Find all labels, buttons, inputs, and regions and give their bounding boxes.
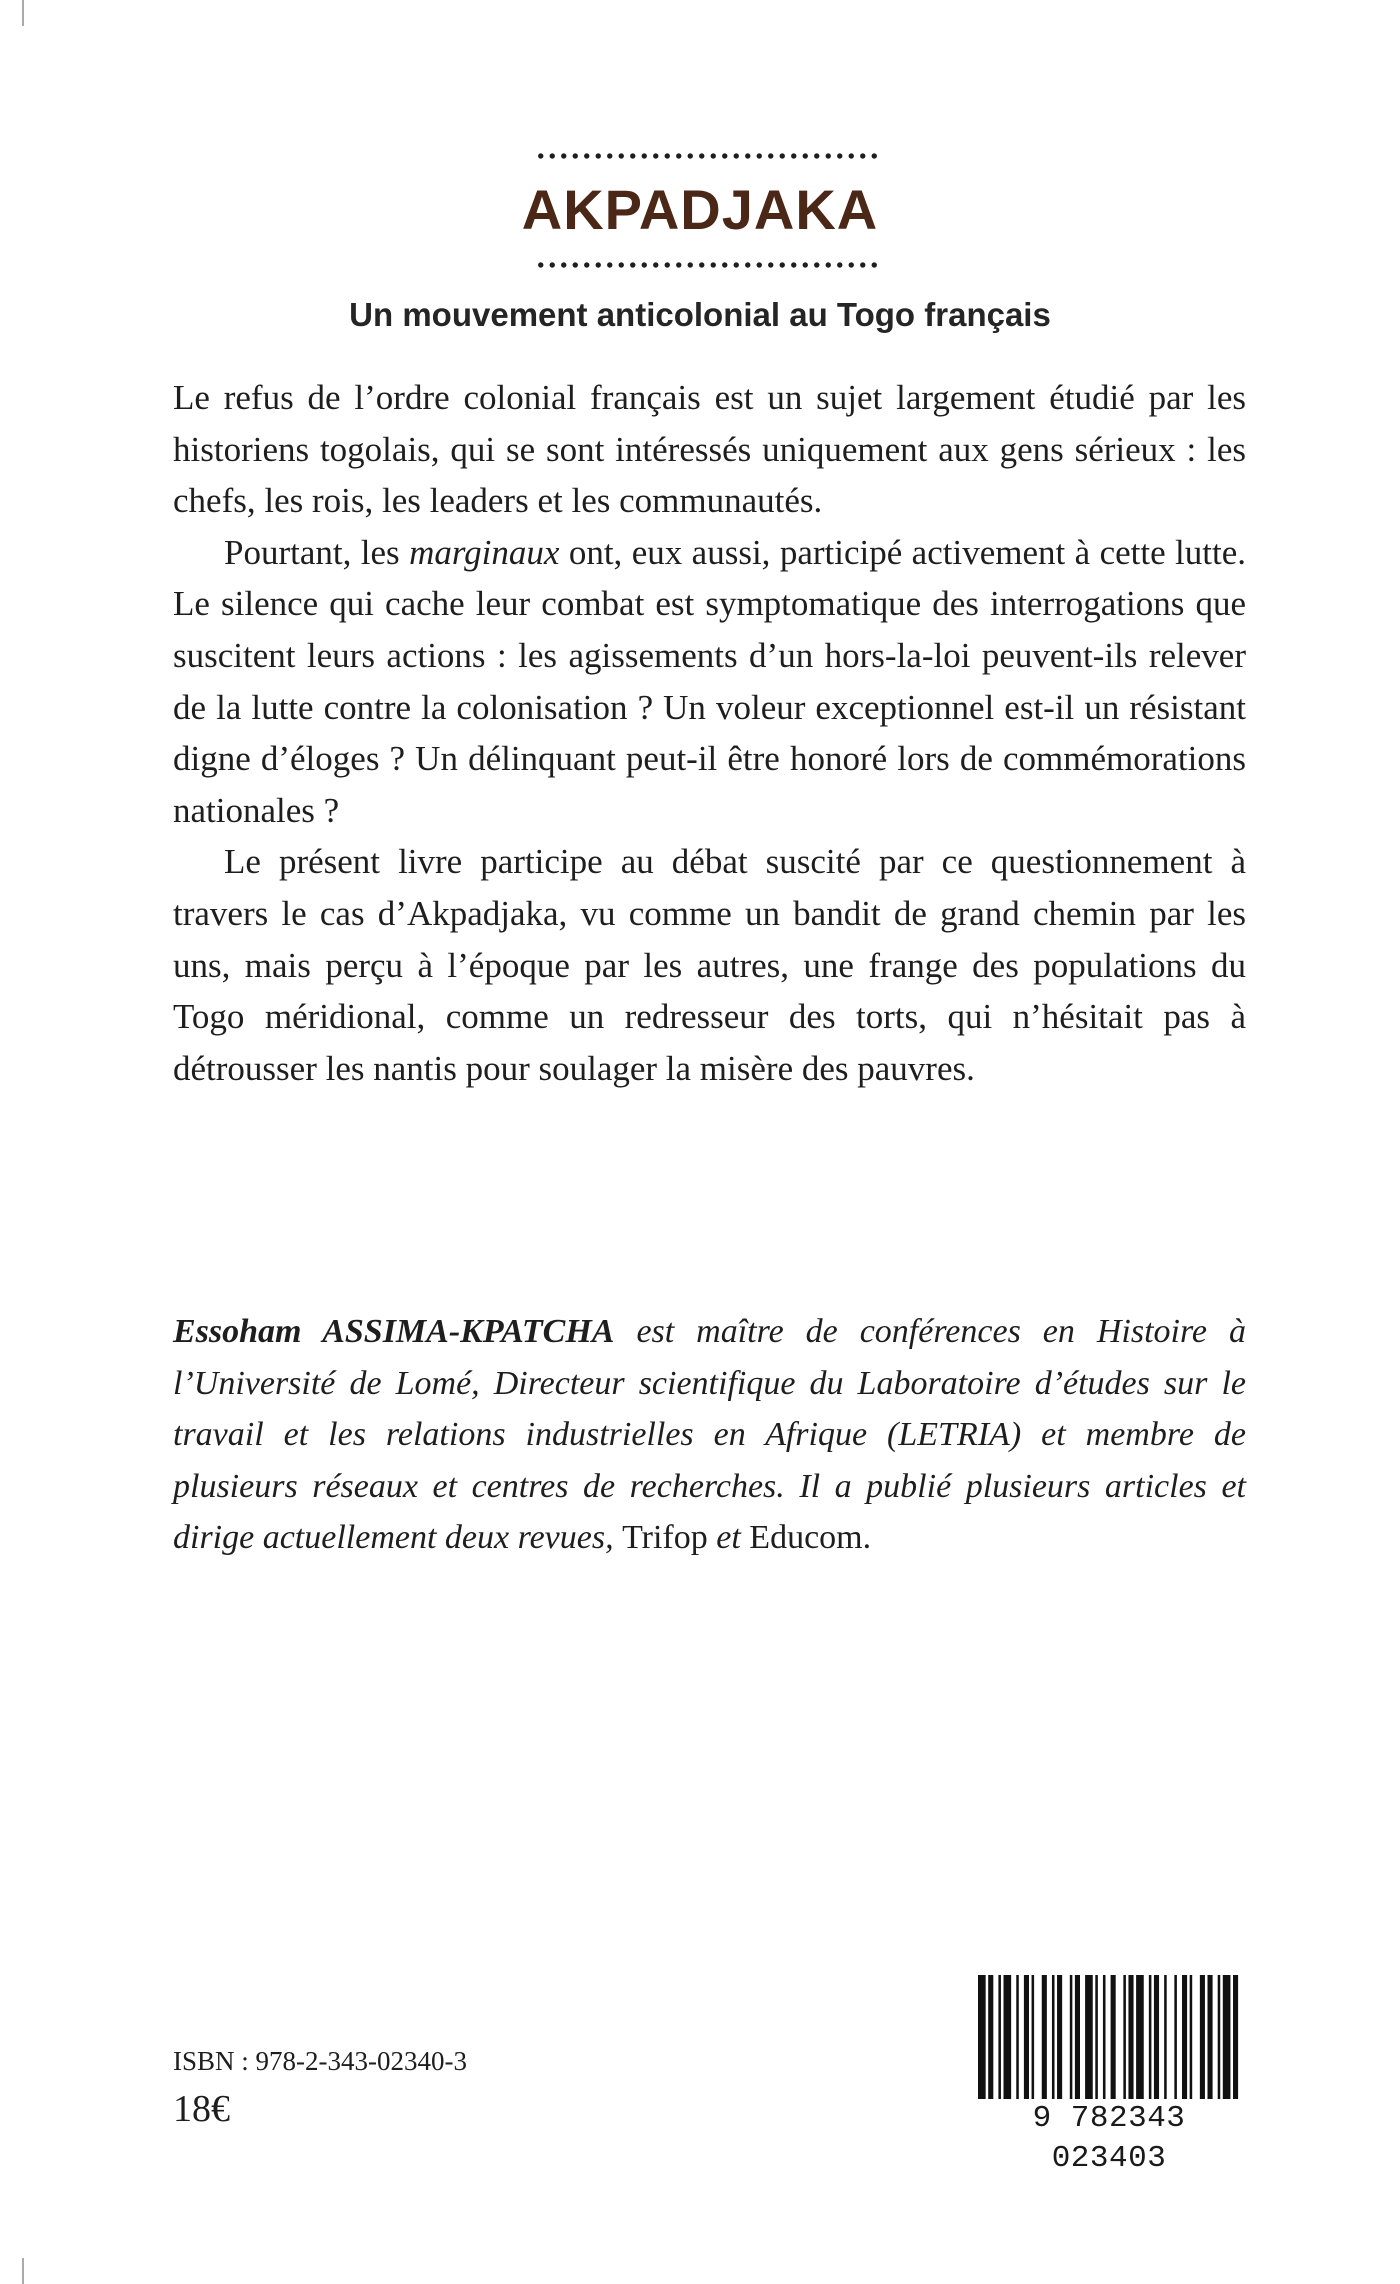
author-bio-text-1: est maître de conférences en Histoire à l’Université de Lomé, Directeur scientifique du Laboratoire d’études sur le travail et les relations industrielles en Afrique (LETRIA) et membre de plusieurs réseaux et centres de recherches. Il a publié plusieurs articles et dirige actuellement deux revues, <box>173 1313 1246 1557</box>
blurb-paragraph-2-end: ont, eux aussi, participé activement à cette lutte. Le silence qui cache leur combat est symptomatique des interrogations que suscitent leurs actions : les agissements d’un hors-la-loi peuvent-ils relever de la lutte contre la colonisation ? Un voleur exceptionnel est-il un résistant digne d’éloges ? Un délinquant peut-il être honoré lors de commémorations nationales ? <box>173 532 1246 830</box>
journal-educom: Educom <box>749 1519 863 1557</box>
barcode-digits: 9 782343 023403 <box>968 2099 1250 2179</box>
journal-trifop: Trifop <box>622 1519 708 1557</box>
author-name: Essoham ASSIMA-KPATCHA <box>173 1313 615 1350</box>
dotted-rule-bottom <box>535 262 880 268</box>
price: 18€ <box>173 2088 230 2130</box>
book-title: AKPADJAKA <box>521 178 879 241</box>
blurb-paragraph-2 <box>173 527 1246 837</box>
dotted-rule-top <box>535 153 880 159</box>
crop-mark-top <box>22 0 24 26</box>
crop-mark-bottom <box>22 2258 24 2284</box>
isbn: ISBN : 978-2-343-02340-3 <box>173 2046 467 2076</box>
blurb-paragraph-3: Le présent livre participe au débat suscité par ce questionnement à travers le cas d’Akpadjaka, vu comme un bandit de grand chemin par les uns, mais perçu à l’époque par les autres, une frange des populations du Togo méridional, comme un redresseur des torts, qui n’hésitait pas à détrousser les nantis pour soulager la misère des pauvres. <box>173 842 1246 1088</box>
blurb-paragraph-1: Le refus de l’ordre colonial français est un sujet largement étudié par les historiens togolais, qui se sont intéressés uniquement aux gens sérieux : les chefs, les rois, les leaders et les communautés. <box>173 378 1246 521</box>
blurb <box>173 372 1246 1094</box>
author-bio-text-2: et <box>707 1519 750 1557</box>
blurb-paragraph-2-start: Pourtant, les <box>224 532 410 572</box>
author-bio <box>173 1306 1246 1564</box>
book-subtitle: Un mouvement anticolonial au Togo français <box>349 296 1051 333</box>
blurb-emphasis: marginaux <box>409 532 560 572</box>
author-bio-text-3: . <box>862 1519 872 1557</box>
barcode <box>968 1975 1250 2176</box>
